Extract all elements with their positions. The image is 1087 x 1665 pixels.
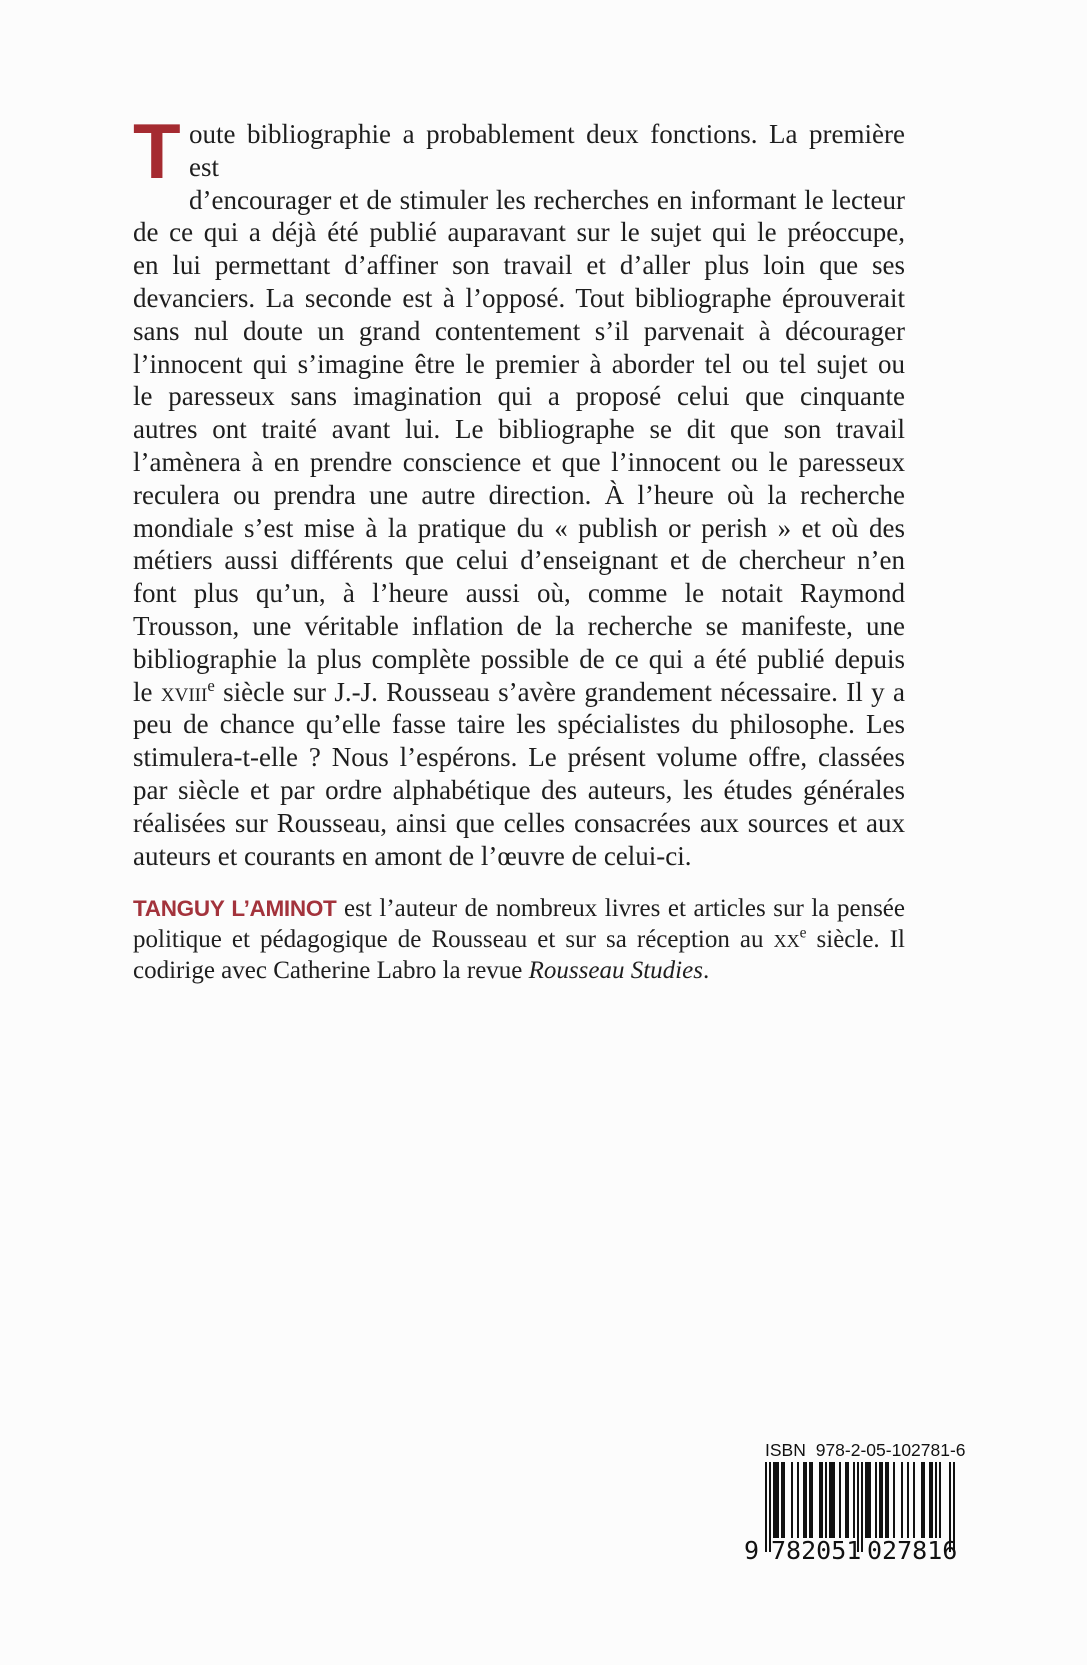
text-line: font plus qu’un, à l’heure aussi où, comme le notait Raymond <box>133 578 905 609</box>
text-line: codirige avec Catherine Labro la revue Rousseau Studies. <box>133 957 710 984</box>
text-line: Trousson, une véritable inflation de la recherche se manifeste, une <box>133 610 905 641</box>
text-line: par siècle et par ordre alphabétique des auteurs, les études générales <box>133 774 905 805</box>
isbn-label: ISBN 978-2-05-102781-6 <box>765 1440 966 1460</box>
text-line: métiers aussi différents que celui d’enseignant et de chercheur n’en <box>133 545 905 576</box>
barcode-bar <box>935 1462 937 1538</box>
barcode-bar <box>847 1462 849 1538</box>
text-line: stimulera-t-elle ? Nous l’espérons. Le présent volume offre, classées <box>133 742 905 773</box>
text-line: le xviii$^e$ siècle sur J.-J. Rousseau s’avère grandement nécessaire. Il y a <box>133 675 905 707</box>
text-line: d’encourager et de stimuler les recherches en informant le lecteur <box>189 184 905 215</box>
ean-digit-leading: 9 <box>744 1536 760 1565</box>
ean-digits-right-group: 027816 <box>867 1536 958 1565</box>
text-line: politique et pédagogique de Rousseau et sur sa réception au $xx^e$ siècle. Il <box>133 924 905 953</box>
ean-digits <box>744 1536 962 1565</box>
barcode-bar <box>907 1462 909 1538</box>
text-line: oute bibliographie a probablement deux fonctions. La première est <box>189 119 905 182</box>
barcode-bar <box>887 1462 889 1538</box>
text-line: reculera ou prendra une autre direction. À l’heure où la recherche <box>133 479 905 510</box>
drop-cap-letter: T <box>133 107 181 195</box>
text-line: l’amènera à en prendre conscience et que l’innocent ou le paresseux <box>133 446 905 477</box>
barcode-bar <box>869 1462 871 1538</box>
text-line: peu de chance qu’elle fasse taire les spécialistes du philosophe. Les <box>133 709 905 740</box>
text-line: l’innocent qui s’imagine être le premier à aborder tel ou tel sujet ou <box>133 348 905 379</box>
text-line: de ce qui a déjà été publié auparavant sur le sujet qui le préoccupe, <box>133 217 905 248</box>
body-paragraph <box>133 107 905 872</box>
barcode-bar <box>931 1462 933 1538</box>
barcode-bar <box>901 1462 903 1538</box>
barcode-bar <box>839 1462 841 1538</box>
author-bio-lines <box>133 893 905 986</box>
barcode-bar <box>783 1462 785 1538</box>
text-line: réalisées sur Rousseau, ainsi que celles consacrées aux sources et aux <box>133 807 905 838</box>
barcode-bar <box>821 1462 823 1538</box>
text-line: TANGUY L’AMINOT est l’auteur de nombreux livres et articles sur la pensée <box>133 895 905 922</box>
text-line: autres ont traité avant lui. Le bibliographe se dit que son travail <box>133 414 905 445</box>
barcode-bar <box>805 1462 807 1538</box>
ean-digits-left-group: 782051 <box>771 1536 862 1565</box>
barcode-bar <box>811 1462 813 1538</box>
barcode-bar <box>777 1462 779 1538</box>
barcode-bar <box>797 1462 799 1538</box>
barcode-bar <box>825 1462 827 1538</box>
body-paragraph-lines <box>133 107 905 872</box>
text-line: en lui permettant d’affiner son travail et d’aller plus loin que ses <box>133 250 905 281</box>
barcode-bar <box>939 1462 941 1538</box>
barcode-bar <box>853 1462 855 1538</box>
text-line: devanciers. La seconde est à l’opposé. Tout bibliographe éprouverait <box>133 282 905 313</box>
author-bio <box>133 893 905 986</box>
barcode-bar <box>913 1462 915 1538</box>
barcode-bar <box>791 1462 793 1538</box>
barcode-bar <box>923 1462 925 1538</box>
text-line: auteurs et courants en amont de l’œuvre de celui-ci. <box>133 840 692 871</box>
text-line: bibliographie la plus complète possible de ce qui a été publié depuis <box>133 643 905 674</box>
text-line: le paresseux sans imagination qui a proposé celui que cinquante <box>133 381 905 412</box>
barcode-bar <box>893 1462 895 1538</box>
barcode-bar <box>833 1462 835 1538</box>
text-line: sans nul doute un grand contentement s’il parvenait à décourager <box>133 315 905 346</box>
barcode-bar <box>881 1462 883 1538</box>
text-line: mondiale s’est mise à la pratique du « publish or perish » et où des <box>133 512 905 543</box>
isbn-barcode-block <box>744 1440 966 1585</box>
barcode-bar <box>875 1462 877 1538</box>
